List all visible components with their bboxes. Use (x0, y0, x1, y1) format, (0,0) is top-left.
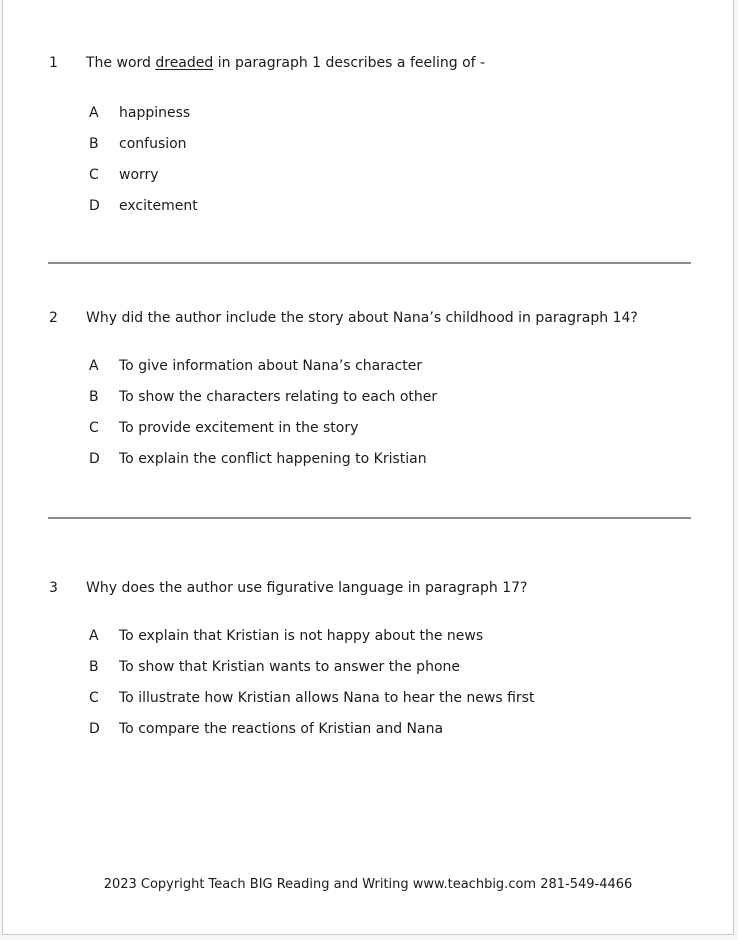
option-text: To illustrate how Kristian allows Nana to hear the news first (119, 690, 535, 706)
option-text: worry (119, 167, 159, 183)
section-divider (48, 517, 691, 519)
option-text: To explain that Kristian is not happy about the news (119, 628, 484, 644)
option-letter: A (89, 358, 99, 374)
question-1-number: 1 (49, 55, 58, 71)
question-2-option-c (3, 420, 733, 438)
question-3-text: Why does the author use figurative language in paragraph 17? (86, 580, 528, 596)
option-text: To explain the conflict happening to Kristian (119, 451, 427, 467)
option-letter: A (89, 628, 99, 644)
question-1-option-b (3, 136, 733, 154)
option-text: To compare the reactions of Kristian and Nana (119, 721, 444, 737)
option-letter: C (89, 420, 99, 436)
question-2-number: 2 (49, 310, 58, 326)
question-1-option-a (3, 105, 733, 123)
question-1-text-suffix: in paragraph 1 describes a feeling of - (213, 55, 486, 71)
question-3 (3, 580, 733, 598)
option-text: excitement (119, 198, 198, 214)
option-letter: D (89, 451, 100, 467)
question-1-option-c (3, 167, 733, 185)
question-3-number: 3 (49, 580, 58, 596)
option-text: happiness (119, 105, 191, 121)
option-letter: A (89, 105, 99, 121)
question-3-option-a (3, 628, 733, 646)
option-letter: D (89, 721, 100, 737)
section-divider (48, 262, 691, 264)
question-2-option-b (3, 389, 733, 407)
question-1-text (86, 55, 485, 72)
question-1-text-prefix: The word (86, 55, 156, 71)
question-1-option-d (3, 198, 733, 216)
option-text: To show that Kristian wants to answer the phone (119, 659, 460, 675)
option-letter: D (89, 198, 100, 214)
option-text: To provide excitement in the story (119, 420, 359, 436)
option-letter: B (89, 136, 99, 152)
question-3-option-d (3, 721, 733, 739)
question-2-option-d (3, 451, 733, 469)
option-text: To show the characters relating to each other (119, 389, 438, 405)
option-letter: C (89, 167, 99, 183)
question-2-option-a (3, 358, 733, 376)
question-2-text: Why did the author include the story about Nana’s childhood in paragraph 14? (86, 310, 638, 326)
question-3-option-b (3, 659, 733, 677)
option-letter: C (89, 690, 99, 706)
option-text: To give information about Nana’s character (119, 358, 423, 374)
footer-copyright: 2023 Copyright Teach BIG Reading and Writing www.teachbig.com 281-549-4466 (103, 877, 633, 892)
option-letter: B (89, 389, 99, 405)
question-2 (3, 310, 733, 328)
option-letter: B (89, 659, 99, 675)
option-text: confusion (119, 136, 187, 152)
question-1 (3, 55, 733, 73)
question-3-option-c (3, 690, 733, 708)
worksheet-page (2, 0, 734, 935)
question-1-underlined-word: dreaded (155, 55, 214, 71)
